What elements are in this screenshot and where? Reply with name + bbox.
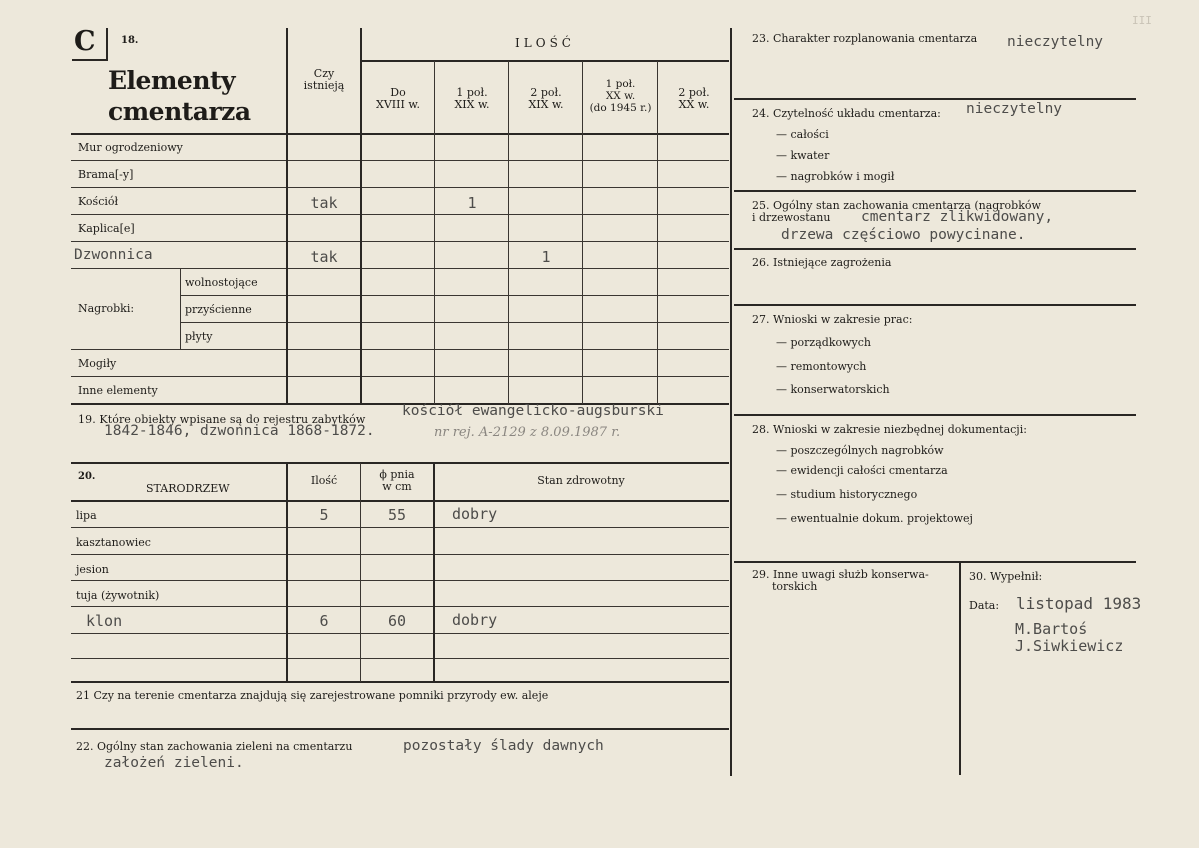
trees-row-rule (71, 527, 729, 528)
q27-label: 27. Wnioski w zakresie prac: (752, 313, 913, 326)
q28-item-history: — studium historycznego (776, 488, 918, 501)
trees-row-rule (71, 658, 729, 659)
trees-qty-rule (286, 463, 288, 682)
tree-row-name: tuja (żywotnik) (76, 589, 160, 602)
q24-item-whole: — całości (776, 128, 829, 141)
elements-row-rule (71, 241, 729, 242)
section-number: 18. (121, 35, 139, 46)
elements-row-rule (71, 268, 729, 269)
period-header: 2 poł. XX w. (678, 86, 710, 111)
q25-bottom-rule (734, 248, 1136, 250)
trees-header-rule (71, 500, 729, 502)
q22-answer-line1: pozostały ślady dawnych (403, 738, 604, 754)
q24-item-quarters: — kwater (776, 149, 830, 162)
trees-row-rule (71, 580, 729, 581)
q29-q30-divider (959, 563, 961, 775)
trees-diameter-rule (360, 463, 361, 682)
q24-answer: nieczytelny (966, 101, 1063, 117)
column-divider (730, 28, 732, 776)
trees-bottom-rule (71, 681, 729, 683)
section-letter-bar (106, 28, 108, 60)
tree-row-name: kasztanowiec (76, 536, 151, 549)
q27-bottom-rule (734, 414, 1136, 416)
element-row-label: Brama[-y] (78, 168, 134, 181)
quantity-header: ILOŚĆ (515, 36, 575, 50)
elements-row-rule (71, 376, 729, 377)
element-count-value: 1 (467, 194, 477, 212)
tree-dia-value: 60 (387, 612, 407, 630)
q30-name-1: M.Bartoś (1015, 620, 1088, 638)
element-exists-value: tak (310, 194, 338, 212)
element-row-label: Mogiły (78, 357, 117, 370)
q19-answer-line1: kościół ewangelicko-augsburski (402, 403, 664, 419)
section-title-line2: cmentarza (108, 97, 251, 126)
element-row-label: Kaplica[e] (78, 222, 135, 235)
q28-item-design: — ewentualnie dokum. projektowej (776, 512, 973, 525)
q25-label-line1: 25. Ogólny stan zachowania cmentarza (nagrobków (752, 199, 1041, 212)
q25-answer-line2: drzewa częściowo powycinane. (781, 227, 1026, 243)
corner-stamp: III (1132, 14, 1152, 27)
trees-header-label: STARODRZEW (146, 482, 230, 495)
q19-answer-line2: 1842-1846, dzwonnica 1868-1872. (104, 423, 375, 439)
element-count-value: 1 (541, 248, 551, 266)
period-header: 1 poł. XX w. (do 1945 r.) (589, 78, 652, 114)
q23-label: 23. Charakter rozplanowania cmentarza (752, 32, 978, 45)
q27-item-repair: — remontowych (776, 360, 867, 373)
element-row-label: Mur ogrodzeniowy (78, 141, 183, 154)
elements-row-rule (181, 322, 729, 323)
tree-health-value: dobry (452, 611, 498, 629)
element-exists-value: tak (310, 248, 338, 266)
element-row-label: Inne elementy (78, 384, 158, 397)
q19-handwritten-register-note: nr rej. A-2129 z 8.09.1987 r. (434, 425, 621, 440)
nagrobki-label: Nagrobki: (78, 302, 135, 315)
q24-label: 24. Czytelność układu cmentarza: (752, 107, 941, 120)
q22-label: 22. Ogólny stan zachowania zieleni na cmentarzu (76, 740, 353, 753)
tree-dia-value: 55 (387, 506, 407, 524)
element-row-label: płyty (185, 330, 213, 343)
element-row-label: Kościół (78, 195, 119, 208)
period-header: 1 poł. XIX w. (454, 86, 490, 111)
period-header: Do XVIII w. (376, 86, 420, 111)
tree-row-name: klon (86, 612, 123, 630)
period-header: 2 poł. XIX w. (528, 86, 564, 111)
element-row-label: Dzwonnica (74, 247, 153, 263)
element-row-label: wolnostojące (185, 276, 258, 289)
q23-answer: nieczytelny (1007, 34, 1104, 50)
period-column-rule (508, 61, 509, 404)
elements-row-rule (181, 295, 729, 296)
nagrobki-sub-rule (180, 269, 181, 350)
q30-label: 30. Wypełnił: (969, 570, 1043, 583)
tree-row-name: lipa (76, 509, 97, 522)
q24-bottom-rule (734, 190, 1136, 192)
trees-number: 20. (78, 471, 96, 482)
q23-bottom-rule (734, 98, 1136, 100)
q22-answer-line2: założeń zieleni. (104, 755, 244, 771)
q26-label: 26. Istniejące zagrożenia (752, 256, 892, 269)
q24-item-graves: — nagrobków i mogił (776, 170, 895, 183)
trees-health-header: Stan zdrowotny (537, 474, 625, 487)
q28-bottom-rule (734, 561, 1136, 563)
tree-health-value: dobry (452, 505, 498, 523)
elements-row-rule (71, 214, 729, 215)
q25-label-line2: i drzewostanu (752, 211, 831, 224)
trees-row-rule (71, 606, 729, 607)
q30-name-2: J.Siwkiewicz (1015, 637, 1124, 655)
element-row-label: przyścienne (185, 303, 252, 316)
q19-bottom-rule (71, 462, 729, 464)
trees-health-rule (433, 463, 435, 682)
period-start-rule (360, 28, 362, 404)
q21-bottom-rule (71, 728, 729, 730)
period-column-rule (434, 61, 435, 404)
elements-row-rule (71, 160, 729, 161)
trees-diameter-header: ϕ pnia w cm (379, 468, 415, 493)
elements-row-rule (71, 349, 729, 350)
q30-date-label: Data: (969, 599, 1000, 612)
q28-item-graves: — poszczególnych nagrobków (776, 444, 944, 457)
section-letter-underline (72, 59, 108, 61)
trees-row-rule (71, 554, 729, 555)
period-column-rule (582, 61, 583, 404)
q30-date: listopad 1983 (1016, 594, 1142, 613)
q27-item-conservation: — konserwatorskich (776, 383, 890, 396)
elements-row-rule (71, 187, 729, 188)
elements-header-rule (71, 133, 729, 135)
tree-qty-value: 6 (319, 612, 329, 630)
q28-label: 28. Wnioski w zakresie niezbędnej dokumentacji: (752, 423, 1027, 436)
tree-row-name: jesion (76, 563, 109, 576)
q29-label-line2: torskich (772, 580, 818, 593)
trees-qty-header: Ilość (310, 474, 338, 487)
section-letter: C (74, 26, 96, 57)
tree-qty-value: 5 (319, 506, 329, 524)
quantity-header-rule (362, 60, 729, 62)
q21-label: 21 Czy na terenie cmentarza znajdują się zarejestrowane pomniki przyrody ew. aleje (76, 689, 549, 702)
trees-row-rule (71, 633, 729, 634)
q25-answer-line1: cmentarz zlikwidowany, (861, 209, 1054, 225)
q29-label-line1: 29. Inne uwagi służb konserwa- (752, 568, 929, 581)
exists-header: Czy istnieją (303, 67, 345, 92)
q19-label: 19. Które obiekty wpisane są do rejestru zabytków (78, 413, 366, 426)
section-title-line1: Elementy (108, 66, 236, 95)
q26-bottom-rule (734, 304, 1136, 306)
q28-item-inventory: — ewidencji całości cmentarza (776, 464, 948, 477)
q27-item-cleanup: — porządkowych (776, 336, 871, 349)
period-column-rule (657, 61, 658, 404)
